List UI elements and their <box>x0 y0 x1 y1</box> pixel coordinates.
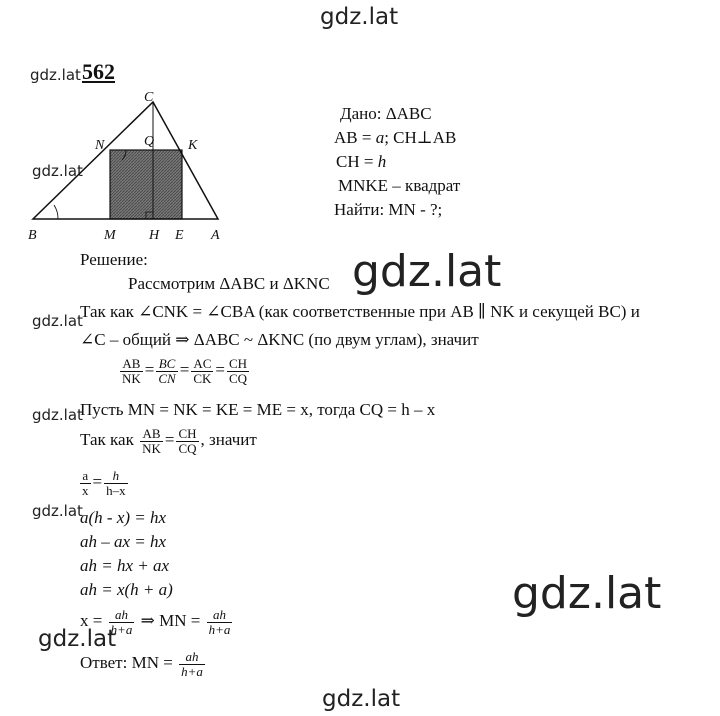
equation-2: a(h - x) = hx <box>80 508 167 527</box>
label-m: M <box>104 228 116 243</box>
watermark-side-3: gdz.lat <box>32 502 83 520</box>
solution-let: Пусть MN = NK = KE = ME = x, тогда CQ = h – x <box>80 400 436 419</box>
fraction-a-x: $\frac{a}{x}$ <box>82 467 89 498</box>
watermark-center: gdz.lat <box>352 246 502 297</box>
label-b: B <box>28 228 37 243</box>
solution-consider: Рассмотрим ΔABC и ΔKNC <box>128 274 330 293</box>
equation-4: ah = hx + ax <box>80 556 170 575</box>
watermark-side-2: gdz.lat <box>32 406 83 424</box>
given-line-3: CH = h <box>336 152 387 171</box>
angle-arc-b <box>54 205 58 219</box>
solution-heading: Решение: <box>80 250 148 269</box>
given-line-2: AB = a; CH⊥AB <box>334 128 457 147</box>
problem-number: 562 <box>82 59 115 84</box>
given-line-5: Найти: MN - ?; <box>334 200 443 219</box>
watermark-top: gdz.lat <box>320 4 399 30</box>
fraction-ab-nk: $\frac{AB}{NK}$ <box>122 355 141 386</box>
fraction-ac-ck: $\frac{AC}{CK}$ <box>193 355 212 386</box>
given-line-4: MNKE – квадрат <box>338 176 461 195</box>
label-n: N <box>95 138 105 153</box>
fraction-answer: $\frac{ah}{h+a}$ <box>181 648 203 679</box>
fraction-ab-nk-2: $\frac{AB}{NK}$ <box>142 425 161 456</box>
watermark-big: gdz.lat <box>512 568 662 619</box>
triangle-figure <box>20 88 250 238</box>
fraction-ah-ha-2: $\frac{ah}{h+a}$ <box>208 606 231 637</box>
watermark-side-1: gdz.lat <box>32 312 83 330</box>
ratio-equation: $\frac{AB}{NK}$ = $\frac{BC}{CN}$ = $\frac{AC}{CK}$ = $\frac{CH}{CQ}$ <box>122 355 248 386</box>
solution-since-1: Так как ∠CNK = ∠CBA (как соответственные при AB ∥ NK и секущей BC) и <box>80 302 640 321</box>
label-a: A <box>211 228 220 243</box>
equation-1: $\frac{a}{x}$ = $\frac{h}{h-x}$ <box>82 467 126 498</box>
watermark-figure: gdz.lat <box>32 162 83 180</box>
equation-5: ah = x(h + a) <box>80 580 173 599</box>
watermark-left-bottom: gdz.lat <box>38 626 117 652</box>
given-line-1: Дано: ΔABC <box>340 104 432 123</box>
watermark-bottom: gdz.lat <box>322 686 401 712</box>
fraction-h-hx: $\frac{h}{h-x}$ <box>106 467 126 498</box>
solution-since-3: Так как $\frac{AB}{NK}$ = $\frac{CH}{CQ}$ , значит <box>80 425 257 456</box>
watermark-number: gdz.lat <box>30 66 81 84</box>
solution-since-2: ∠C – общий ⇒ ΔABC ~ ΔKNC (по двум углам), значит <box>80 330 479 349</box>
label-e: E <box>175 228 184 243</box>
equation-6: x = $\frac{ah}{h+a}$ ⇒ MN = $\frac{ah}{h+a}$ <box>80 606 231 637</box>
label-h: H <box>149 228 160 243</box>
fraction-bc-cn: $\frac{BC}{CN}$ <box>158 355 176 386</box>
fraction-ch-cq-2: $\frac{CH}{CQ}$ <box>178 425 197 456</box>
equation-3: ah – ax = hx <box>80 532 167 551</box>
fraction-ah-ha: $\frac{ah}{h+a}$ <box>110 606 133 637</box>
label-k: K <box>188 138 198 153</box>
label-c: C <box>144 90 154 105</box>
fraction-ch-cq: $\frac{CH}{CQ}$ <box>228 355 248 386</box>
label-q: Q <box>144 134 155 149</box>
square-mnke <box>110 150 182 219</box>
answer: Ответ: MN = $\frac{ah}{h+a}$ <box>80 648 203 679</box>
